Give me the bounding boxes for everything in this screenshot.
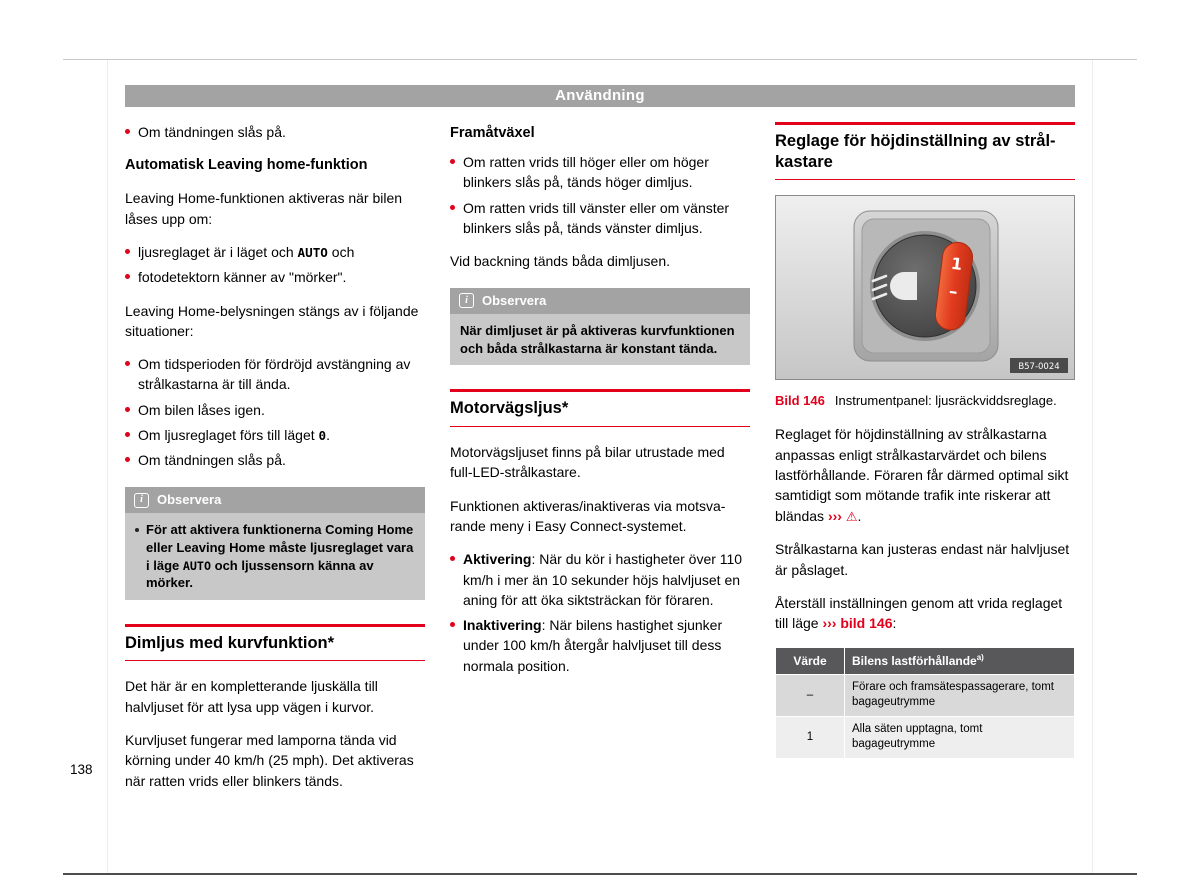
bullet-text [138, 242, 354, 262]
table-header-row [776, 647, 1075, 674]
note-text-part: och ljussensorn känna av mörker. [146, 557, 374, 591]
table-cell-desc: Förare och framsätespassagerare, tomt bagageutrymme [845, 674, 1075, 716]
figure-caption-text: Instrumentpanel: ljusräckviddsreglage. [834, 393, 1057, 409]
bullet-text-part: : När bilens hastighet sjunker under 100 km/h återgår halvljuset till dess normala position. [463, 617, 723, 674]
note-box-observera-1 [125, 487, 425, 600]
switch-position-0: 0 [318, 427, 327, 443]
bullet-text: Om tidsperioden för fördröjd avstängning av strålkastarna är till ända. [138, 356, 411, 393]
bullet-item [450, 198, 750, 239]
bullet-dot-icon [125, 432, 130, 437]
bullet-list [125, 122, 425, 142]
table-header-footnote: a) [976, 652, 984, 662]
section-heading-reglage: Reglage för höjdinställning av strålkastare [775, 122, 1075, 180]
page-number: 138 [70, 762, 93, 777]
warning-icon: ⚠ [845, 508, 858, 524]
section-heading-dimljus: Dimljus med kurvfunktion* [125, 624, 425, 662]
note-header [450, 288, 750, 315]
paragraph: Leaving Home-belysningen stängs av i följande situationer: [125, 302, 419, 339]
wheel-mark-1: 1 [950, 253, 964, 275]
note-title: Observera [482, 292, 547, 308]
bullet-dot-icon [125, 249, 130, 254]
bullet-list [450, 549, 750, 676]
bullet-dot-icon [450, 622, 455, 627]
bullet-dot-icon [125, 361, 130, 366]
figure-146-image [775, 195, 1075, 380]
paragraph-text: . [857, 507, 862, 524]
column-right [775, 122, 1075, 804]
bullet-list [450, 152, 750, 238]
bullet-item [125, 354, 425, 395]
bullet-dot-icon [125, 457, 130, 462]
paragraph: Funktionen aktiveras/inaktiveras via motsvarande meny i Easy Connect-systemet. [450, 497, 726, 534]
note-text [146, 521, 415, 591]
note-bullet-item [135, 521, 415, 591]
figure-ref: Bild 146 [775, 393, 825, 409]
bullet-text-part: ljusreglaget är i läget och [138, 243, 298, 260]
bullet-text: Om ratten vrids till höger eller om höger blinkers slås på, tänds höger dimljus. [463, 154, 709, 191]
wheel-mark-dash: – [947, 281, 959, 303]
bullet-item [125, 400, 425, 420]
bullet-dot-icon [125, 129, 130, 134]
page-top-edge [63, 59, 1137, 60]
bullet-text: Om tändningen slås på. [138, 124, 286, 140]
section-heading-motorvagsljus: Motorvägsljus* [450, 389, 750, 427]
paragraph: Strålkastarna kan justeras endast när halvljuset är påslaget. [775, 541, 1070, 578]
column-left [125, 122, 425, 804]
switch-position-auto: AUTO [297, 244, 328, 260]
table-cell-value: – [776, 674, 845, 716]
paragraph-text: Återställ inställningen genom att vrida reglaget till läge [775, 595, 1063, 632]
bullet-list [125, 354, 425, 470]
page-bottom-edge [63, 873, 1137, 875]
subsection-heading-framatvaxel: Framåtväxel [450, 125, 535, 141]
table-cell-desc: Alla säten upptagna, tomt bagageutrymme [845, 716, 1075, 758]
table-row [776, 674, 1075, 716]
paragraph: Leaving Home-funktionen aktiveras när bilen låses upp om: [125, 190, 403, 227]
cross-reference-arrows: ››› [827, 507, 842, 524]
switch-position-auto: AUTO [182, 558, 212, 573]
paragraph: Det här är en kompletterande ljuskälla till halvljuset för att lysa upp vägen i kurvor. [125, 678, 378, 715]
bullet-item [450, 549, 750, 610]
bullet-text-part: Om ljusreglaget förs till läget [138, 426, 319, 443]
headlight-knob-photo [776, 196, 1074, 379]
bullet-dot-icon [450, 556, 455, 561]
bullet-text [463, 549, 750, 610]
load-condition-table [775, 647, 1075, 759]
paragraph [775, 424, 1075, 526]
bullet-text-part: : När du kör i hastigheter över 110 km/h i mer än 10 sekunder höjs halvljuset en aning för att öka siktsträckan för föraren. [463, 551, 743, 608]
info-icon: i [134, 493, 149, 508]
table-cell-value: 1 [776, 716, 845, 758]
bullet-text [463, 615, 750, 676]
paragraph: Motorvägsljuset finns på bilar utrustade med full-LED-strålkastare. [450, 444, 725, 481]
table-header-varde: Värde [776, 647, 845, 674]
paragraph [775, 593, 1075, 634]
bullet-lead-bold: Aktivering [463, 551, 532, 568]
table-row [776, 716, 1075, 758]
paragraph: Vid backning tänds båda dimljusen. [450, 253, 671, 270]
bullet-text-part: och [327, 243, 355, 260]
bullet-dot-icon [450, 205, 455, 210]
bullet-text: Om bilen låses igen. [138, 401, 265, 418]
bullet-dot-icon [125, 274, 130, 279]
table-header-text: Bilens lastförhållande [852, 653, 977, 668]
bullet-item [125, 450, 425, 470]
subsection-heading-leaving-home: Automatisk Leaving home-funktion [125, 157, 368, 174]
bullet-dot-icon [125, 407, 130, 412]
column-middle [450, 122, 750, 804]
cross-reference-bild-146: ››› bild 146 [822, 615, 893, 632]
page-right-edge [1092, 60, 1093, 873]
paragraph-text: : [892, 615, 897, 632]
bullet-text-part: . [326, 426, 331, 443]
note-body: När dimljuset är på aktiveras kurvfunktionen och båda strålkastarna är konstant tända. [450, 314, 750, 365]
bullet-list [125, 242, 425, 288]
page-left-edge [107, 60, 108, 873]
table-header-lastforhallande [845, 647, 1075, 674]
bullet-item [125, 242, 425, 262]
bullet-dot-icon [450, 159, 455, 164]
bullet-text: Om tändningen slås på. [138, 452, 286, 469]
bullet-item [450, 152, 750, 193]
note-text-part: För att aktivera funktionerna Coming Home eller Leaving Home måste ljusreglaget vara i läge [146, 522, 414, 573]
bullet-dot-icon [135, 528, 139, 532]
paragraph: Kurvljuset fungerar med lamporna tända vid körning under 40 km/h (25 mph). Det aktiveras när ratten vrids eller blinkers tänds. [125, 732, 414, 789]
bullet-text [138, 425, 330, 445]
bullet-text: fotodetektorn känner av "mörker". [138, 269, 347, 286]
info-icon: i [459, 293, 474, 308]
figure-caption [775, 392, 1075, 410]
bullet-item [125, 122, 425, 142]
bullet-item [125, 425, 425, 445]
content-columns [125, 122, 1075, 804]
image-code-label: B57-0024 [1018, 362, 1060, 373]
note-box-observera-2 [450, 288, 750, 366]
note-title: Observera [157, 491, 222, 507]
note-header [125, 487, 425, 514]
note-body [125, 513, 425, 599]
bullet-text: Om ratten vrids till vänster eller om vänster blinkers slås på, tänds vänster dimljus. [463, 199, 730, 236]
bullet-item [125, 267, 425, 287]
paragraph-text: Reglaget för höjdinställning av strålkastarna anpassas enligt strålkastarvärdet och bilens lastförhållande. Föraren får därmed optimal sikt samtidigt som mötande trafik inte riskerar att bländas [775, 426, 1069, 524]
bullet-lead-bold: Inaktivering [463, 617, 542, 634]
chapter-banner: Användning [125, 85, 1075, 107]
bullet-item [450, 615, 750, 676]
